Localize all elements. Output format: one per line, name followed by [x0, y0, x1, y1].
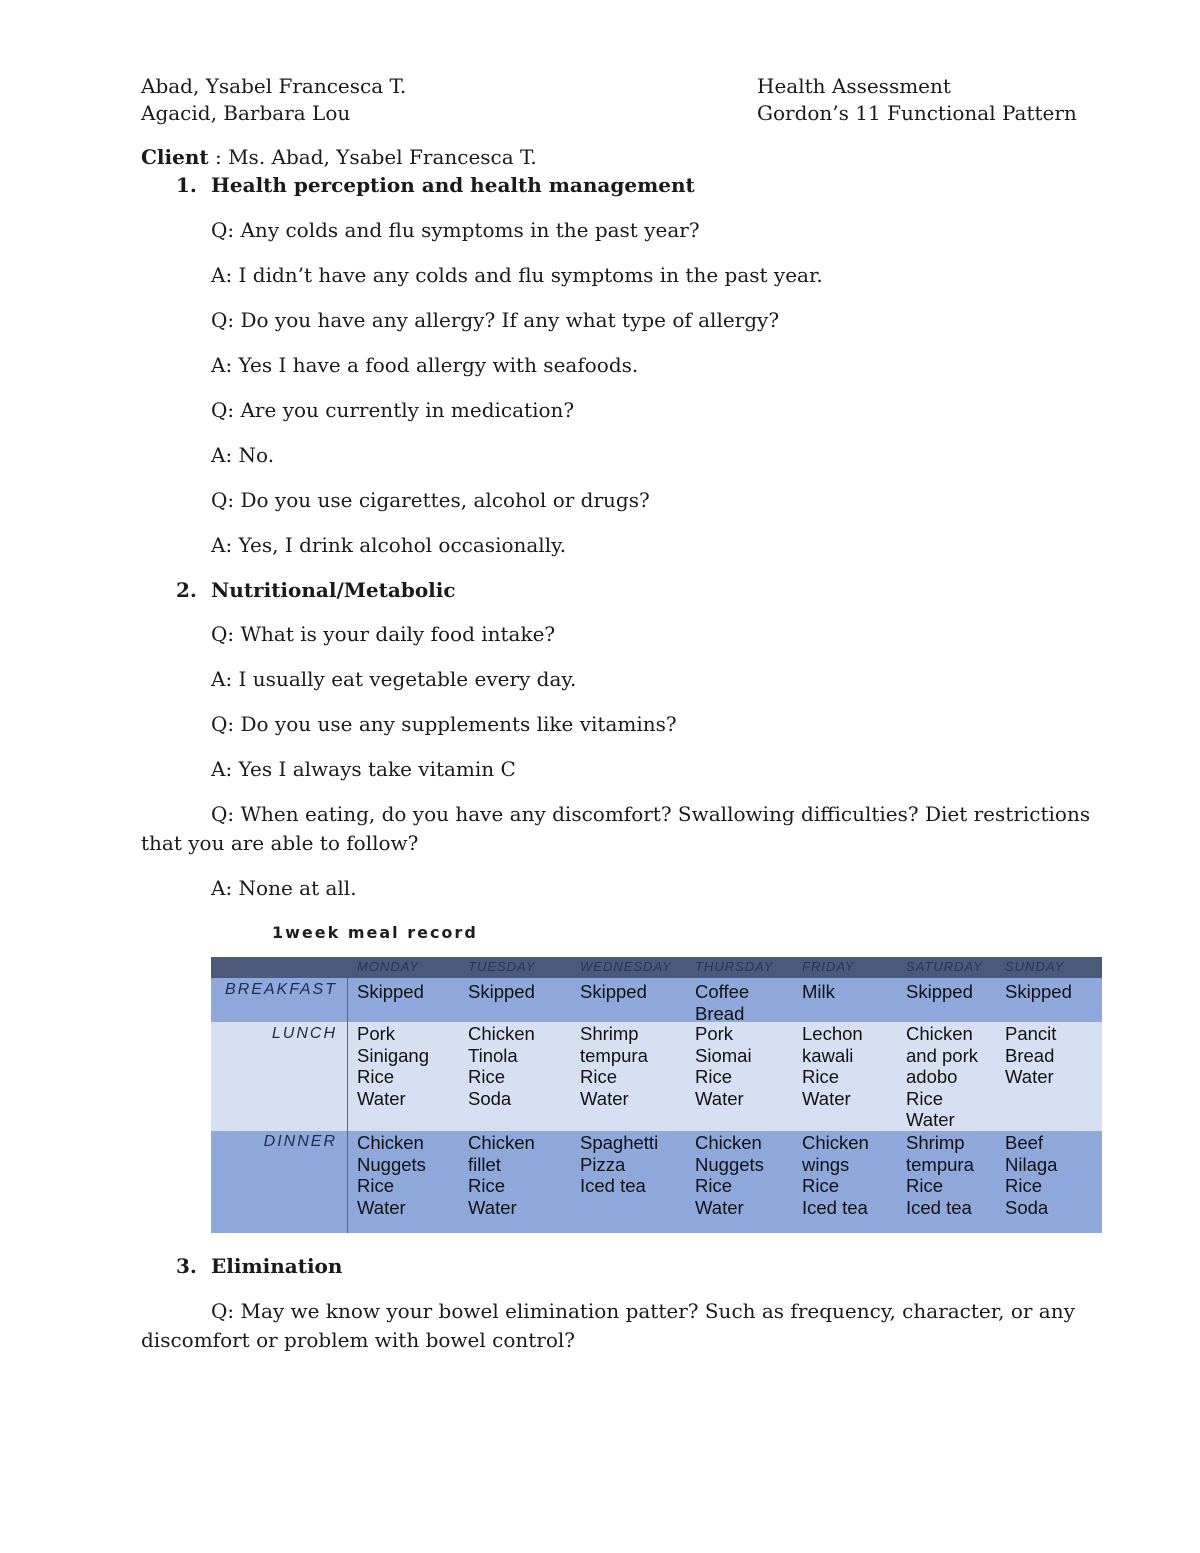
section-number: 1.	[176, 173, 197, 197]
course-title: Health Assessment	[757, 74, 951, 98]
section-title: Health perception and health management	[211, 173, 695, 197]
meal-cell: Shrimp tempura Rice Iced tea	[906, 1132, 974, 1218]
meal-cell: Spaghetti Pizza Iced tea	[580, 1132, 659, 1197]
answer-line: A: I didn’t have any colds and flu symptoms in the past year.	[211, 263, 823, 287]
author-name-2: Agacid, Barbara Lou	[141, 101, 351, 125]
meal-cell: Chicken Tinola Rice Soda	[468, 1023, 535, 1109]
meal-cell: Coffee Bread	[695, 981, 750, 1024]
day-header: WEDNESDAY	[580, 959, 672, 974]
day-header: SUNDAY	[1005, 959, 1065, 974]
client-value: : Ms. Abad, Ysabel Francesca T.	[208, 145, 537, 169]
question-line: Q: Do you have any allergy? If any what type of allergy?	[211, 308, 780, 332]
meal-cell: Chicken fillet Rice Water	[468, 1132, 535, 1218]
client-line	[141, 143, 537, 171]
meal-cell: Chicken and pork adobo Rice Water	[906, 1023, 978, 1131]
meal-cell: Chicken Nuggets Rice Water	[695, 1132, 764, 1218]
question-line-continued: that you are able to follow?	[141, 831, 419, 855]
meal-cell: Skipped	[580, 981, 647, 1002]
section-title: Nutritional/Metabolic	[211, 578, 456, 602]
meal-cell: Skipped	[1005, 981, 1072, 1002]
meal-cell: Skipped	[906, 981, 973, 1002]
day-header: SATURDAY	[906, 959, 983, 974]
meal-cell: Chicken Nuggets Rice Water	[357, 1132, 426, 1218]
row-label-lunch: LUNCH	[271, 1025, 337, 1042]
meal-cell: Pancit Bread Water	[1005, 1023, 1057, 1088]
question-line: Q: Do you use any supplements like vitamins?	[211, 712, 677, 736]
question-line: Q: What is your daily food intake?	[211, 622, 556, 646]
meal-record-table	[211, 957, 1102, 1233]
day-header: FRIDAY	[802, 959, 855, 974]
section-number: 3.	[176, 1254, 197, 1278]
answer-line: A: No.	[211, 443, 275, 467]
client-label: Client	[141, 145, 209, 169]
answer-line: A: I usually eat vegetable every day.	[211, 667, 577, 691]
question-line: Q: Do you use cigarettes, alcohol or drugs?	[211, 488, 650, 512]
question-line-continued: discomfort or problem with bowel control?	[141, 1328, 576, 1352]
day-header: TUESDAY	[468, 959, 536, 974]
row-label-dinner: DINNER	[263, 1133, 337, 1150]
column-divider	[347, 978, 348, 1233]
question-line: Q: Any colds and flu symptoms in the past year?	[211, 218, 700, 242]
meal-cell: Skipped	[468, 981, 535, 1002]
question-line: Q: May we know your bowel elimination patter? Such as frequency, character, or any	[211, 1299, 1075, 1323]
meal-cell: Beef Nilaga Rice Soda	[1005, 1132, 1058, 1218]
meal-cell: Shrimp tempura Rice Water	[580, 1023, 648, 1109]
section-title: Elimination	[211, 1254, 343, 1278]
row-label-breakfast: BREAKFAST	[225, 981, 337, 998]
meal-cell: Pork Sinigang Rice Water	[357, 1023, 430, 1109]
meal-cell: Pork Siomai Rice Water	[695, 1023, 752, 1109]
document-subject: Gordon’s 11 Functional Pattern	[757, 101, 1077, 125]
author-name-1: Abad, Ysabel Francesca T.	[141, 74, 407, 98]
meal-record-caption: 1week meal record	[272, 923, 478, 942]
meal-cell: Chicken wings Rice Iced tea	[802, 1132, 869, 1218]
question-line: Q: When eating, do you have any discomfort? Swallowing difficulties? Diet restrictions	[211, 802, 1091, 826]
answer-line: A: Yes, I drink alcohol occasionally.	[211, 533, 567, 557]
day-header: THURSDAY	[695, 959, 774, 974]
question-line: Q: Are you currently in medication?	[211, 398, 575, 422]
section-number: 2.	[176, 578, 197, 602]
answer-line: A: Yes I always take vitamin C	[211, 757, 516, 781]
answer-line: A: Yes I have a food allergy with seafoods.	[211, 353, 639, 377]
meal-cell: Milk	[802, 981, 835, 1002]
meal-cell: Skipped	[357, 981, 424, 1002]
day-header: MONDAY	[357, 959, 420, 974]
meal-cell: Lechon kawali Rice Water	[802, 1023, 863, 1109]
answer-line: A: None at all.	[211, 876, 357, 900]
